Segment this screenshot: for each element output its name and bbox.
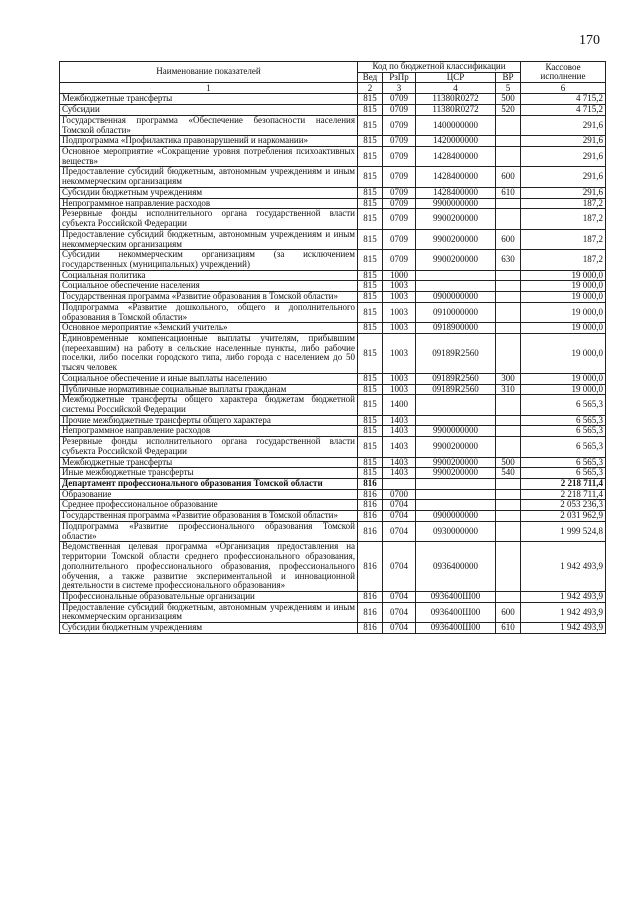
row-name: Межбюджетные трансферты [60, 457, 358, 468]
row-rzpr: 0709 [383, 250, 416, 270]
row-vr: 520 [496, 105, 521, 116]
column-index: 2 [358, 83, 383, 94]
row-csr: 1428400000 [416, 187, 496, 198]
row-amount: 291,6 [521, 187, 606, 198]
row-ved: 815 [358, 94, 383, 105]
row-name: Субсидии бюджетным учреждениям [60, 187, 358, 198]
row-ved: 816 [358, 521, 383, 541]
row-vr [496, 270, 521, 281]
table-row [60, 542, 606, 592]
table-row [60, 198, 606, 209]
row-name: Резервные фонды исполнительного органа государственной власти субъекта Российской Федерации [60, 437, 358, 457]
row-vr [496, 437, 521, 457]
row-vr: 600 [496, 167, 521, 187]
row-amount: 187,2 [521, 229, 606, 249]
row-name: Межбюджетные трансферты [60, 94, 358, 105]
row-vr: 600 [496, 229, 521, 249]
row-ved: 815 [358, 468, 383, 479]
row-ved: 815 [358, 270, 383, 281]
row-ved: 815 [358, 250, 383, 270]
row-csr [416, 489, 496, 500]
row-vr: 610 [496, 623, 521, 634]
table-row [60, 187, 606, 198]
row-ved: 816 [358, 542, 383, 592]
table-row [60, 136, 606, 147]
row-rzpr: 0704 [383, 521, 416, 541]
row-amount: 291,6 [521, 136, 606, 147]
row-csr: 9900000000 [416, 426, 496, 437]
row-rzpr: 0704 [383, 623, 416, 634]
row-csr: 1420000000 [416, 136, 496, 147]
row-ved: 815 [358, 167, 383, 187]
row-ved: 815 [358, 105, 383, 116]
row-csr: 0930000000 [416, 521, 496, 541]
row-amount: 291,6 [521, 167, 606, 187]
table-row [60, 415, 606, 426]
row-rzpr: 0704 [383, 602, 416, 622]
header-rzpr: РзПр [383, 72, 416, 83]
table-row [60, 250, 606, 270]
table-row [60, 94, 606, 105]
table-row [60, 489, 606, 500]
budget-table [59, 61, 606, 634]
row-name: Непрограммное направление расходов [60, 198, 358, 209]
row-amount: 6 565,3 [521, 395, 606, 415]
row-csr: 11380R0272 [416, 105, 496, 116]
row-vr: 300 [496, 373, 521, 384]
row-amount: 1 942 493,9 [521, 623, 606, 634]
row-name: Прочие межбюджетные трансферты общего характера [60, 415, 358, 426]
table-row [60, 426, 606, 437]
row-rzpr: 0709 [383, 94, 416, 105]
row-rzpr: 1003 [383, 292, 416, 303]
row-vr [496, 333, 521, 373]
row-vr: 610 [496, 187, 521, 198]
row-name: Подпрограмма «Развитие профессионального образования Томской области» [60, 521, 358, 541]
row-csr: 0936400Ш00 [416, 623, 496, 634]
row-csr [416, 500, 496, 511]
row-ved: 815 [358, 187, 383, 198]
row-amount: 6 565,3 [521, 468, 606, 479]
column-index-row [60, 83, 606, 94]
table-row [60, 623, 606, 634]
row-csr: 09189R2560 [416, 333, 496, 373]
row-csr: 0900000000 [416, 511, 496, 522]
row-vr [496, 500, 521, 511]
row-csr: 1400000000 [416, 115, 496, 135]
row-vr [496, 591, 521, 602]
row-csr: 9900200000 [416, 250, 496, 270]
table-row [60, 511, 606, 522]
header-ved: Вед [358, 72, 383, 83]
row-amount: 1 942 493,9 [521, 602, 606, 622]
row-csr: 0910000000 [416, 302, 496, 322]
row-name: Ведомственная целевая программа «Организация предоставления на территории Томской области среднего профессионального образования, дополнительного профессионального образования, профессионального обучения, а также развитие экспериментальной и инновационной деятельности в системе профессионального образования» [60, 542, 358, 592]
header-vr: ВР [496, 72, 521, 83]
row-name: Публичные нормативные социальные выплаты гражданам [60, 384, 358, 395]
row-amount: 4 715,2 [521, 94, 606, 105]
row-rzpr: 1000 [383, 270, 416, 281]
row-csr: 09189R2560 [416, 384, 496, 395]
table-row [60, 384, 606, 395]
row-vr [496, 489, 521, 500]
table-row [60, 500, 606, 511]
row-ved: 815 [358, 457, 383, 468]
row-csr: 0900000000 [416, 292, 496, 303]
row-amount: 2 031 962,9 [521, 511, 606, 522]
row-amount: 6 565,3 [521, 415, 606, 426]
row-rzpr [383, 479, 416, 490]
row-rzpr: 1400 [383, 395, 416, 415]
row-rzpr: 0709 [383, 105, 416, 116]
row-rzpr: 0704 [383, 511, 416, 522]
row-ved: 815 [358, 292, 383, 303]
row-rzpr: 1403 [383, 426, 416, 437]
row-rzpr: 0700 [383, 489, 416, 500]
table-row [60, 147, 606, 167]
row-vr [496, 511, 521, 522]
row-rzpr: 0709 [383, 229, 416, 249]
row-name: Межбюджетные трансферты общего характера бюджетам бюджетной системы Российской Федерации [60, 395, 358, 415]
row-rzpr: 0704 [383, 542, 416, 592]
row-rzpr: 1403 [383, 415, 416, 426]
row-amount: 187,2 [521, 250, 606, 270]
row-amount: 19 000,0 [521, 323, 606, 334]
row-csr: 0936400000 [416, 542, 496, 592]
row-csr: 11380R0272 [416, 94, 496, 105]
row-name: Государственная программа «Обеспечение безопасности населения Томской области» [60, 115, 358, 135]
table-row [60, 209, 606, 229]
row-rzpr: 0709 [383, 209, 416, 229]
row-ved: 816 [358, 500, 383, 511]
row-ved: 816 [358, 511, 383, 522]
table-row [60, 373, 606, 384]
row-csr: 9900000000 [416, 198, 496, 209]
table-row [60, 302, 606, 322]
row-rzpr: 1403 [383, 457, 416, 468]
table-row [60, 591, 606, 602]
row-name: Государственная программа «Развитие образования в Томской области» [60, 292, 358, 303]
table-row [60, 270, 606, 281]
row-amount: 187,2 [521, 198, 606, 209]
row-rzpr: 0704 [383, 500, 416, 511]
row-amount: 19 000,0 [521, 384, 606, 395]
table-row [60, 333, 606, 373]
header-code-group: Код по бюджетной классификации [358, 62, 521, 73]
row-amount: 19 000,0 [521, 281, 606, 292]
row-name: Подпрограмма «Профилактика правонарушений и наркомании» [60, 136, 358, 147]
row-amount: 2 053 236,3 [521, 500, 606, 511]
row-rzpr: 0709 [383, 136, 416, 147]
row-amount: 2 218 711,4 [521, 479, 606, 490]
row-ved: 816 [358, 591, 383, 602]
row-rzpr: 1403 [383, 468, 416, 479]
row-amount: 2 218 711,4 [521, 489, 606, 500]
row-rzpr: 0709 [383, 187, 416, 198]
row-vr [496, 147, 521, 167]
row-ved: 815 [358, 115, 383, 135]
table-row [60, 281, 606, 292]
page-number: 170 [579, 33, 600, 48]
row-name: Единовременные компенсационные выплаты учителям, прибывшим (переехавшим) на работу в сельские населенные пункты, либо рабочие поселки, либо поселки городского типа, либо города с населением до 50 тысяч человек [60, 333, 358, 373]
row-vr [496, 136, 521, 147]
row-ved: 815 [358, 384, 383, 395]
row-csr: 0936400Ш00 [416, 602, 496, 622]
row-csr: 9900200000 [416, 229, 496, 249]
table-row [60, 292, 606, 303]
row-csr: 9900200000 [416, 437, 496, 457]
row-amount: 291,6 [521, 147, 606, 167]
table-row [60, 115, 606, 135]
table-row [60, 437, 606, 457]
row-vr [496, 292, 521, 303]
row-csr: 9900200000 [416, 457, 496, 468]
row-name: Предоставление субсидий бюджетным, автономным учреждениям и иным некоммерческим организациям [60, 167, 358, 187]
row-rzpr: 0709 [383, 198, 416, 209]
table-row [60, 479, 606, 490]
row-amount: 19 000,0 [521, 333, 606, 373]
row-name: Социальное обеспечение населения [60, 281, 358, 292]
header-csr: ЦСР [416, 72, 496, 83]
row-rzpr: 0704 [383, 591, 416, 602]
row-ved: 815 [358, 302, 383, 322]
row-vr [496, 115, 521, 135]
row-amount: 6 565,3 [521, 457, 606, 468]
row-name: Образование [60, 489, 358, 500]
row-amount: 4 715,2 [521, 105, 606, 116]
row-ved: 816 [358, 623, 383, 634]
row-vr: 600 [496, 602, 521, 622]
row-rzpr: 1003 [383, 323, 416, 334]
row-csr: 1428400000 [416, 147, 496, 167]
table-row [60, 323, 606, 334]
row-name: Социальное обеспечение и иные выплаты населению [60, 373, 358, 384]
row-name: Среднее профессиональное образование [60, 500, 358, 511]
row-csr: 09189R2560 [416, 373, 496, 384]
row-csr [416, 281, 496, 292]
row-ved: 815 [358, 209, 383, 229]
row-name: Предоставление субсидий бюджетным, автономным учреждениям и иным некоммерческим организациям [60, 602, 358, 622]
row-vr [496, 415, 521, 426]
row-amount: 6 565,3 [521, 426, 606, 437]
row-ved: 815 [358, 323, 383, 334]
row-vr: 310 [496, 384, 521, 395]
row-vr: 540 [496, 468, 521, 479]
table-row [60, 468, 606, 479]
row-ved: 815 [358, 415, 383, 426]
table-body [60, 94, 606, 633]
row-amount: 19 000,0 [521, 373, 606, 384]
row-name: Субсидии [60, 105, 358, 116]
row-ved: 815 [358, 333, 383, 373]
row-csr: 0918900000 [416, 323, 496, 334]
row-name: Резервные фонды исполнительного органа государственной власти субъекта Российской Федерации [60, 209, 358, 229]
row-rzpr: 0709 [383, 115, 416, 135]
row-name: Предоставление субсидий бюджетным, автономным учреждениям и иным некоммерческим организациям [60, 229, 358, 249]
column-index: 1 [60, 83, 358, 94]
row-amount: 6 565,3 [521, 437, 606, 457]
row-ved: 815 [358, 198, 383, 209]
row-csr [416, 395, 496, 415]
row-rzpr: 1003 [383, 302, 416, 322]
table-row [60, 229, 606, 249]
header-execution: Кассовое исполнение [521, 62, 606, 83]
row-vr [496, 426, 521, 437]
row-ved: 815 [358, 281, 383, 292]
table-row [60, 105, 606, 116]
row-name: Государственная программа «Развитие образования в Томской области» [60, 511, 358, 522]
row-vr [496, 302, 521, 322]
row-amount: 187,2 [521, 209, 606, 229]
row-ved: 815 [358, 395, 383, 415]
column-index: 3 [383, 83, 416, 94]
row-amount: 19 000,0 [521, 270, 606, 281]
row-ved: 816 [358, 479, 383, 490]
table-row [60, 521, 606, 541]
row-rzpr: 1003 [383, 281, 416, 292]
header-name: Наименование показателей [60, 62, 358, 83]
row-vr [496, 281, 521, 292]
row-amount: 1 999 524,8 [521, 521, 606, 541]
row-amount: 19 000,0 [521, 302, 606, 322]
row-ved: 816 [358, 489, 383, 500]
row-rzpr: 1003 [383, 373, 416, 384]
column-index: 5 [496, 83, 521, 94]
column-index: 4 [416, 83, 496, 94]
row-rzpr: 0709 [383, 147, 416, 167]
table-row [60, 602, 606, 622]
row-vr [496, 479, 521, 490]
row-name: Департамент профессионального образования Томской области [60, 479, 358, 490]
column-index: 6 [521, 83, 606, 94]
row-name: Субсидии некоммерческим организациям (за исключением государственных (муниципальных) учреждений) [60, 250, 358, 270]
row-rzpr: 1003 [383, 384, 416, 395]
row-csr [416, 270, 496, 281]
row-csr: 9900200000 [416, 209, 496, 229]
row-vr: 630 [496, 250, 521, 270]
row-vr [496, 209, 521, 229]
table-header [60, 62, 606, 94]
row-csr [416, 479, 496, 490]
row-name: Субсидии бюджетным учреждениям [60, 623, 358, 634]
row-vr: 500 [496, 94, 521, 105]
row-vr [496, 323, 521, 334]
row-ved: 815 [358, 426, 383, 437]
row-csr: 1428400000 [416, 167, 496, 187]
row-ved: 816 [358, 602, 383, 622]
row-ved: 815 [358, 373, 383, 384]
row-vr [496, 542, 521, 592]
row-name: Основное мероприятие «Земский учитель» [60, 323, 358, 334]
row-name: Основное мероприятие «Сокращение уровня потребления психоактивных веществ» [60, 147, 358, 167]
row-ved: 815 [358, 147, 383, 167]
row-ved: 815 [358, 437, 383, 457]
table-row [60, 395, 606, 415]
row-name: Иные межбюджетные трансферты [60, 468, 358, 479]
table-row [60, 167, 606, 187]
row-vr: 500 [496, 457, 521, 468]
row-amount: 19 000,0 [521, 292, 606, 303]
row-amount: 1 942 493,9 [521, 542, 606, 592]
row-vr [496, 521, 521, 541]
row-name: Социальная политика [60, 270, 358, 281]
row-name: Непрограммное направление расходов [60, 426, 358, 437]
row-name: Подпрограмма «Развитие дошкольного, общего и дополнительного образования в Томской области» [60, 302, 358, 322]
row-ved: 815 [358, 229, 383, 249]
table-row [60, 457, 606, 468]
row-csr: 0936400Ш00 [416, 591, 496, 602]
row-rzpr: 1003 [383, 333, 416, 373]
row-csr: 9900200000 [416, 468, 496, 479]
row-vr [496, 395, 521, 415]
row-vr [496, 198, 521, 209]
row-rzpr: 1403 [383, 437, 416, 457]
row-amount: 291,6 [521, 115, 606, 135]
row-amount: 1 942 493,9 [521, 591, 606, 602]
row-ved: 815 [358, 136, 383, 147]
row-name: Профессиональные образовательные организации [60, 591, 358, 602]
row-rzpr: 0709 [383, 167, 416, 187]
row-csr [416, 415, 496, 426]
